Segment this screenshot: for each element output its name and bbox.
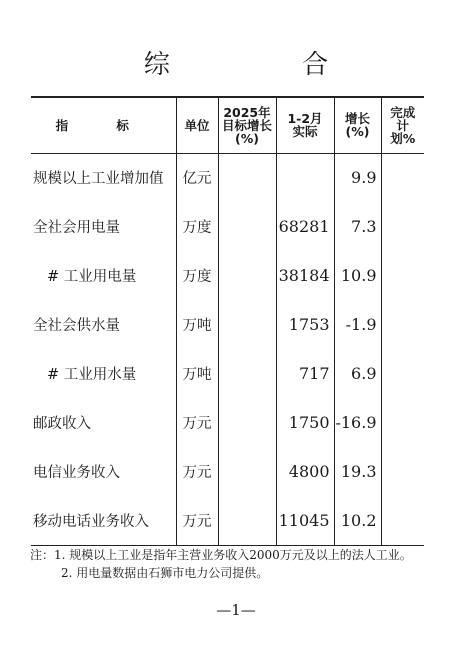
- cell-target-growth: [218, 349, 276, 398]
- cell-unit: 万度: [176, 202, 218, 251]
- cell-unit: 万度: [176, 251, 218, 300]
- table-row: [31, 300, 424, 349]
- cell-target-growth: [218, 251, 276, 300]
- cell-indicator: 邮政收入: [33, 416, 91, 432]
- cell-indicator: 电信业务收入: [33, 465, 120, 481]
- header-unit: 单位: [176, 97, 218, 153]
- cell-unit: 亿元: [176, 153, 218, 202]
- cell-growth: 6.9: [334, 349, 381, 398]
- cell-completion: [381, 447, 424, 496]
- footnotes: [30, 546, 412, 582]
- cell-completion: [381, 349, 424, 398]
- page-number: —1—: [216, 601, 256, 619]
- cell-actual: 11045: [276, 496, 334, 545]
- cell-growth: 10.2: [334, 496, 381, 545]
- footnote-1: 注：1. 规模以上工业是指年主营业务收入2000万元及以上的法人工业。: [30, 548, 412, 562]
- cell-actual: 68281: [276, 202, 334, 251]
- cell-growth: 9.9: [334, 153, 381, 202]
- statistics-table: [31, 96, 424, 546]
- cell-target-growth: [218, 447, 276, 496]
- cell-growth: -1.9: [334, 300, 381, 349]
- cell-target-growth: [218, 496, 276, 545]
- cell-target-growth: [218, 300, 276, 349]
- cell-completion: [381, 300, 424, 349]
- header-target-growth: 2025年目标增长(%): [218, 97, 276, 153]
- cell-completion: [381, 251, 424, 300]
- table-row: [31, 153, 424, 202]
- header-completion: 完成计划%: [381, 97, 424, 153]
- cell-target-growth: [218, 153, 276, 202]
- cell-unit: 万元: [176, 398, 218, 447]
- cell-indicator: 规模以上工业增加值: [33, 171, 164, 188]
- cell-actual: 4800: [276, 447, 334, 496]
- table-row: [31, 398, 424, 447]
- cell-unit: 万元: [176, 496, 218, 545]
- header-actual: 1-2月实际: [276, 97, 334, 153]
- table-row: [31, 447, 424, 496]
- header-growth: 增长(%): [334, 97, 381, 153]
- cell-completion: [381, 496, 424, 545]
- cell-indicator: # 工业用电量: [47, 269, 137, 285]
- table-row: [31, 496, 424, 545]
- header-indicator: 指 标: [31, 97, 176, 153]
- cell-completion: [381, 153, 424, 202]
- cell-unit: 万元: [176, 447, 218, 496]
- cell-actual: 1753: [276, 300, 334, 349]
- cell-growth: -16.9: [334, 398, 381, 447]
- cell-actual: 38184: [276, 251, 334, 300]
- cell-indicator: # 工业用水量: [47, 367, 137, 383]
- page-title: 综 合: [143, 50, 391, 80]
- table-row: [31, 202, 424, 251]
- cell-actual: 1750: [276, 398, 334, 447]
- cell-completion: [381, 398, 424, 447]
- cell-unit: 万吨: [176, 349, 218, 398]
- cell-growth: 7.3: [334, 202, 381, 251]
- cell-indicator: 移动电话业务收入: [31, 496, 176, 545]
- cell-target-growth: [218, 202, 276, 251]
- table-header-row: [31, 97, 424, 153]
- cell-indicator: 全社会用电量: [33, 220, 120, 236]
- table-row: [31, 251, 424, 300]
- footnote-2: 2. 用电量数据由石狮市电力公司提供。: [61, 566, 269, 580]
- cell-actual: 717: [276, 349, 334, 398]
- cell-unit: 万吨: [176, 300, 218, 349]
- table-row: [31, 349, 424, 398]
- cell-growth: 10.9: [334, 251, 381, 300]
- cell-growth: 19.3: [334, 447, 381, 496]
- cell-completion: [381, 202, 424, 251]
- cell-indicator: 全社会供水量: [33, 318, 120, 334]
- cell-target-growth: [218, 398, 276, 447]
- cell-actual: [276, 153, 334, 202]
